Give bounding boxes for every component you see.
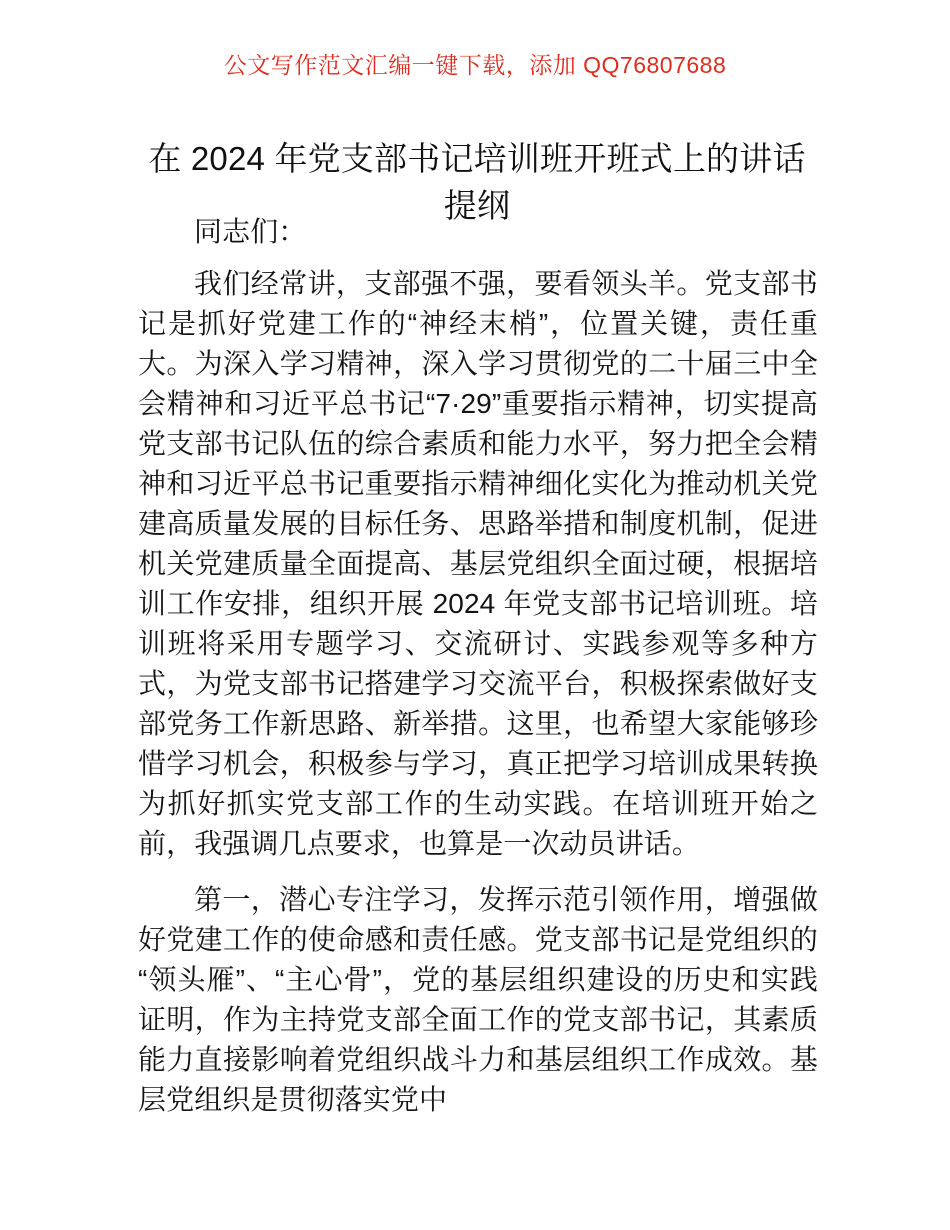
paragraph-spacer bbox=[138, 864, 818, 880]
document-body bbox=[138, 212, 818, 1120]
salutation: 同志们： bbox=[194, 216, 307, 247]
page-title: 在 2024 年党支部书记培训班开班式上的讲话提纲 bbox=[148, 140, 806, 225]
promo-header-text: 公文写作范文汇编一键下载，添加 QQ76807688 bbox=[223, 52, 727, 78]
body-paragraph-1: 我们经常讲，支部强不强，要看领头羊。党支部书记是抓好党建工作的“神经末梢”，位置关键，责任重大。为深入学习精神，深入学习贯彻党的二十届三中全会精神和习近平总书记“7·29”重要指示精神，切实提高党支部书记队伍的综合素质和能力水平，努力把全会精神和习近平总书记重要指示精神细化实化为推动机关党建高质量发展的目标任务、思路举措和制度机制，促进机关党建质量全面提高、基层党组织全面过硬，根据培训工作安排，组织开展 2024 年党支部书记培训班。培训班将采用专题学习、交流研讨、实践参观等多种方式，为党支部书记搭建学习交流平台，积极探索做好支部党务工作新思路、新举措。这里，也希望大家能够珍惜学习机会，积极参与学习，真正把学习培训成果转换为抓好抓实党支部工作的生动实践。在培训班开始之前，我强调几点要求，也算是一次动员讲话。 bbox=[138, 268, 818, 859]
body-paragraph-2: 第一，潜心专注学习，发挥示范引领作用，增强做好党建工作的使命感和责任感。党支部书记是党组织的“领头雁”、“主心骨”，党的基层组织建设的历史和实践证明，作为主持党支部全面工作的党支部书记，其素质能力直接影响着党组织战斗力和基层组织工作成效。基层党组织是贯彻落实党中 bbox=[138, 884, 818, 1115]
